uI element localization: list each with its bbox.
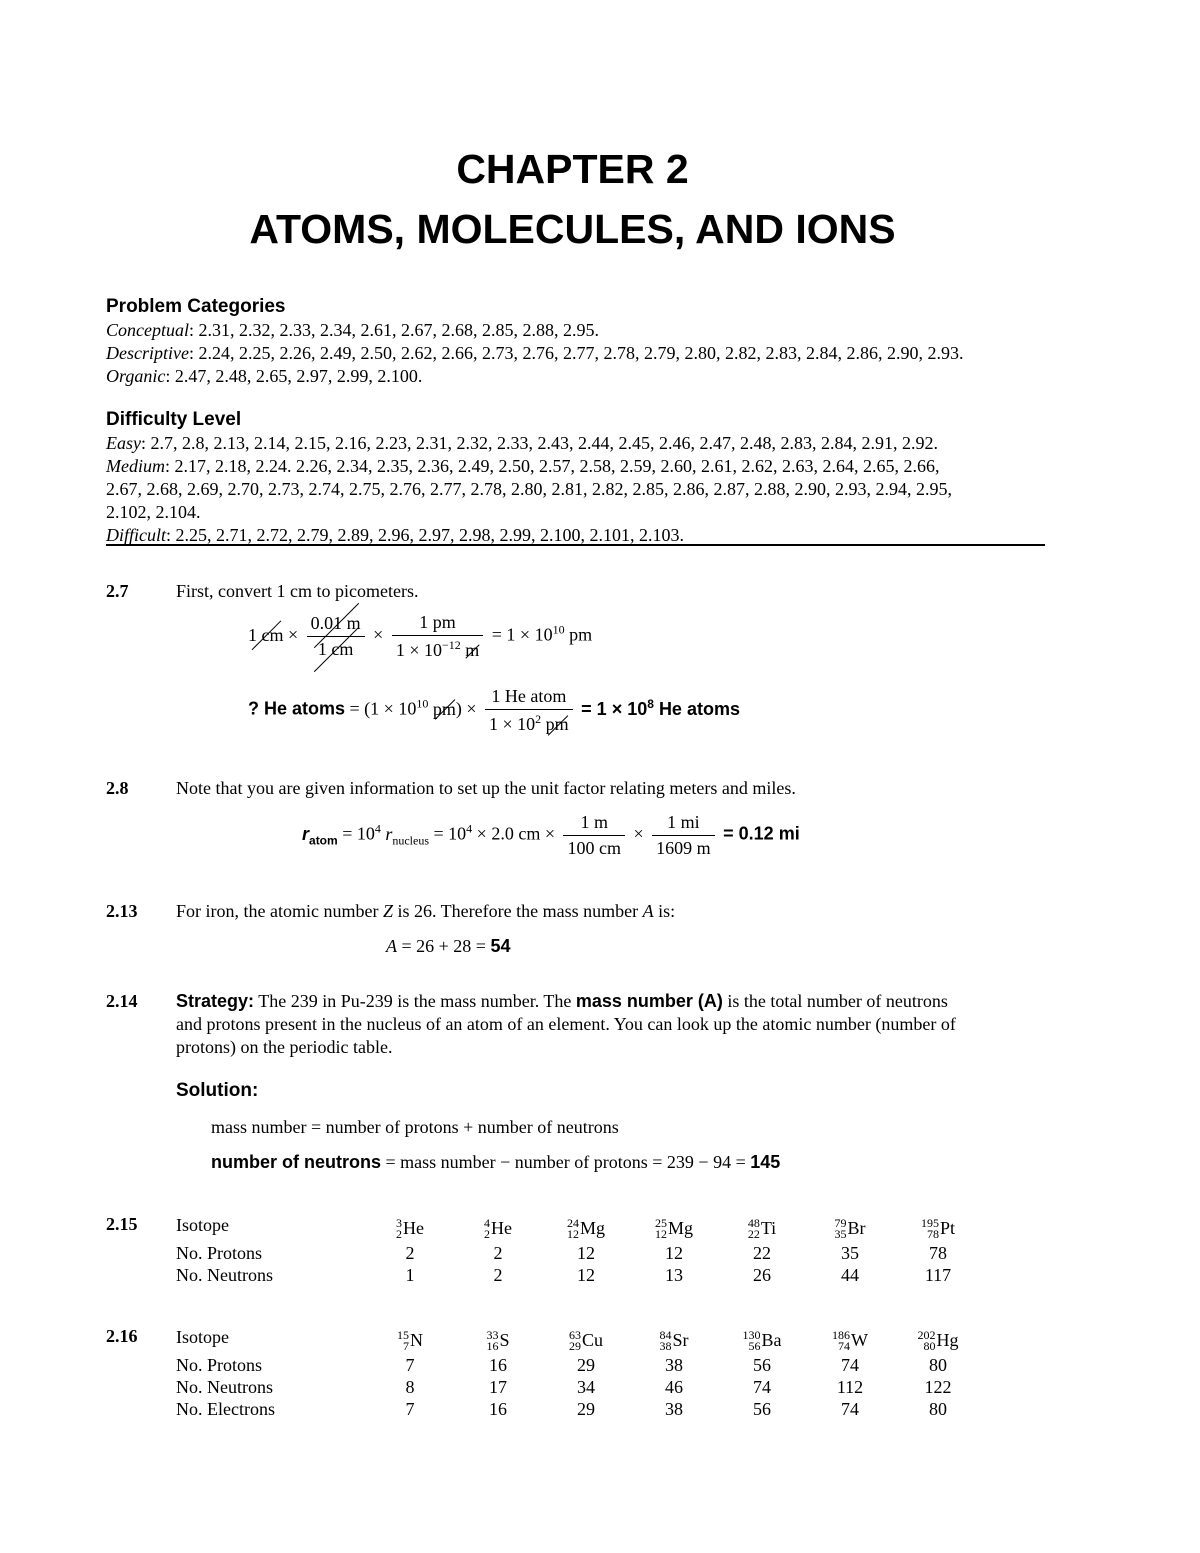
mass-number: 25 (654, 1215, 667, 1230)
descriptive-list: : 2.24, 2.25, 2.26, 2.49, 2.50, 2.62, 2.66, 2.73, 2.76, 2.77, 2.78, 2.79, 2.80, 2.82, 2.83, 2.84, 2.86, 2.90, 2.93. (188, 343, 964, 363)
element-symbol: N (410, 1330, 423, 1350)
equation-mass-number (386, 936, 511, 957)
isotope-cell (806, 1320, 894, 1354)
conceptual-list: : 2.31, 2.32, 2.33, 2.34, 2.61, 2.67, 2.68, 2.85, 2.88, 2.95. (189, 320, 600, 340)
neutrons-equation: number of neutrons = mass number − number of protons = 239 − 94 = 145 (211, 1152, 781, 1172)
neutrons-cell: 44 (841, 1264, 859, 1285)
isotope-cell (718, 1208, 806, 1242)
eq1-f2-den-exp: −12 (441, 638, 461, 652)
organic-line (106, 366, 422, 387)
strategy-label: Strategy: (176, 991, 255, 1011)
isotope-cell (894, 1320, 982, 1354)
electrons-row (176, 1398, 982, 1420)
difficult-line (106, 525, 684, 546)
protons-row (176, 1354, 982, 1376)
eq-exp-1: 4 (374, 821, 381, 836)
p28-fraction-1 (563, 812, 625, 859)
element-symbol: Mg (667, 1218, 693, 1238)
isotope-row (176, 1320, 982, 1354)
mass-number: 202 (917, 1327, 936, 1342)
problem-2-14-line-1: Strategy: The 239 in Pu-239 is the mass number. The mass number (A) is the total number of neutrons (176, 991, 948, 1011)
neutrons-cell: 46 (665, 1376, 683, 1397)
protons-cell: 12 (577, 1242, 595, 1263)
element-symbol: Br (847, 1218, 866, 1238)
a-symbol: A (642, 901, 654, 921)
isotope-cell (806, 1208, 894, 1242)
r-atom: r (302, 823, 310, 844)
solution-label: Solution: (176, 1080, 259, 1101)
p28-answer: = 0.12 mi (723, 823, 800, 844)
protons-cell: 38 (665, 1354, 683, 1375)
atomic-number: 38 (659, 1338, 672, 1353)
difficult-label: Difficult (106, 525, 166, 545)
chapter-title: ATOMS, MOLECULES, AND IONS (249, 206, 896, 252)
protons-cell: 80 (929, 1354, 947, 1375)
eq1-lhs: 1 cm (248, 624, 284, 645)
element-symbol: Ti (760, 1218, 777, 1238)
conceptual-label: Conceptual (106, 320, 189, 340)
element-symbol: Mg (579, 1218, 605, 1238)
conceptual-line (106, 320, 599, 341)
neutrons-row (176, 1376, 982, 1398)
mass-number: 195 (920, 1215, 939, 1230)
electrons-cell: 29 (577, 1398, 595, 1419)
medium-list-1: : 2.17, 2.18, 2.24. 2.26, 2.34, 2.35, 2.36, 2.49, 2.50, 2.57, 2.58, 2.59, 2.60, 2.61, 2.62, 2.63, 2.64, 2.65, 2.66, (164, 456, 940, 476)
easy-line (106, 433, 938, 454)
problem-2-14-line-3: protons) on the periodic table. (176, 1037, 393, 1057)
neutrons-cell: 1 (405, 1264, 415, 1285)
electrons-cell: 16 (489, 1398, 507, 1419)
descriptive-line (106, 343, 963, 364)
eq2-f-den: 1 × 10 (489, 714, 536, 734)
protons-cell: 16 (489, 1354, 507, 1375)
atomic-number: 2 (396, 1226, 402, 1241)
eq2-f-den-unit: pm (545, 714, 569, 734)
element-symbol: Hg (936, 1330, 959, 1350)
p28-f1-num: 1 m (563, 812, 625, 836)
r-nucleus: r (385, 823, 393, 844)
row-label: Isotope (176, 1214, 229, 1235)
problem-number-2-7: 2.7 (106, 581, 129, 601)
eq1-fraction-2 (392, 612, 483, 661)
protons-cell: 35 (841, 1242, 859, 1263)
problem-number-2-13: 2.13 (106, 901, 138, 921)
mass-number-equation: mass number = number of protons + number of neutrons (211, 1117, 619, 1137)
protons-cell: 12 (665, 1242, 683, 1263)
row-label: No. Protons (176, 1354, 263, 1375)
atomic-number: 12 (566, 1226, 579, 1241)
eq1-f1-num: 0.01 m (307, 613, 365, 637)
r-nucleus-sub: nucleus (392, 833, 430, 848)
easy-list: : 2.7, 2.8, 2.13, 2.14, 2.15, 2.16, 2.23, 2.31, 2.32, 2.33, 2.43, 2.44, 2.45, 2.46, 2.47, 2.48, 2.83, 2.84, 2.91, 2.92. (141, 433, 939, 453)
eq-a: A (386, 936, 397, 956)
eq-exp-2: 4 (466, 821, 473, 836)
eq2-f-den-exp: 2 (535, 712, 542, 726)
difficult-list: : 2.25, 2.71, 2.72, 2.79, 2.89, 2.96, 2.97, 2.98, 2.99, 2.100, 2.101, 2.103. (166, 525, 685, 545)
medium-label: Medium (106, 456, 165, 476)
neutrons-cell: 17 (489, 1376, 507, 1397)
atomic-number: 56 (748, 1338, 761, 1353)
eq1-f2-den-unit: m (465, 640, 480, 660)
neutrons-cell: 34 (577, 1376, 595, 1397)
element-symbol: Ba (761, 1330, 782, 1350)
problem-2-8-text: Note that you are given information to set up the unit factor relating meters and miles. (176, 778, 796, 798)
p213-answer: 54 (490, 936, 511, 956)
eq2-mid-exp: 10 (416, 696, 429, 711)
protons-cell: 2 (493, 1242, 503, 1263)
row-label: Isotope (176, 1326, 229, 1347)
organic-list: : 2.47, 2.48, 2.65, 2.97, 2.99, 2.100. (165, 366, 423, 386)
protons-cell: 22 (753, 1242, 771, 1263)
row-label: No. Neutrons (176, 1264, 273, 1285)
protons-cell: 2 (405, 1242, 415, 1263)
eq1-f2-num: 1 pm (392, 612, 483, 636)
eq2-fraction (485, 686, 573, 735)
r-atom-sub: atom (309, 833, 338, 848)
mass-number: 186 (832, 1327, 850, 1342)
eq1-f1-den: 1 cm (307, 637, 365, 660)
protons-cell: 29 (577, 1354, 595, 1375)
problem-2-7-text: First, convert 1 cm to picometers. (176, 581, 419, 601)
isotope-table-2-15 (176, 1208, 982, 1286)
atomic-number: 22 (747, 1226, 760, 1241)
atomic-number: 16 (486, 1338, 499, 1353)
isotope-cell (542, 1320, 630, 1354)
neutrons-cell: 8 (405, 1376, 415, 1397)
neutrons-cell: 13 (665, 1264, 683, 1285)
protons-row (176, 1242, 982, 1264)
eq1-rhs: = 1 × 10 (491, 624, 553, 645)
electrons-cell: 80 (929, 1398, 947, 1419)
isotope-cell (454, 1208, 542, 1242)
problem-categories-heading: Problem Categories (106, 296, 286, 317)
element-symbol: He (491, 1218, 512, 1238)
eq1-fraction-1 (307, 613, 365, 660)
problem-2-13-text: For iron, the atomic number Z is 26. Therefore the mass number A is: (176, 901, 676, 921)
eq1-f2-den: 1 × 10 (395, 640, 442, 660)
row-label: No. Electrons (176, 1398, 275, 1419)
element-symbol: S (499, 1330, 510, 1350)
atomic-number: 74 (838, 1338, 850, 1353)
protons-cell: 56 (753, 1354, 771, 1375)
neutrons-cell: 122 (924, 1376, 952, 1397)
eq2-answer: = $1 \times 10^8$ He atoms (581, 696, 740, 719)
eq1-rhs-unit: pm (569, 624, 593, 645)
eq2-lhs: ? He atoms (248, 698, 346, 719)
p28-f2-den: 1609 m (656, 838, 711, 858)
mass-number-term: mass number (A) (575, 991, 723, 1011)
mass-number: 63 (568, 1327, 581, 1342)
element-symbol: Pt (939, 1218, 955, 1238)
mass-number: 33 (486, 1327, 499, 1342)
eq-val: × 2.0 cm × (476, 823, 555, 844)
problem-number-2-16: 2.16 (106, 1326, 138, 1346)
descriptive-label: Descriptive (106, 343, 189, 363)
element-symbol: Cu (581, 1330, 603, 1350)
atomic-number: 2 (484, 1226, 490, 1241)
neutrons-cell: 74 (753, 1376, 771, 1397)
equation-cm-to-pm: 1 cm × $\frac{0.01 m}{1 cm}$ × $\frac{1 pm}{1 \times 10^{-12} m}$ = $1 \times 10^{10}$ pm (248, 612, 593, 660)
eq-mid-2: = 10 (433, 823, 467, 844)
protons-cell: 74 (841, 1354, 859, 1375)
neutrons-cell: 12 (577, 1264, 595, 1285)
element-symbol: Sr (672, 1330, 689, 1350)
chapter-number: CHAPTER 2 (456, 146, 689, 192)
eq-mid-1: = 10 (342, 823, 375, 844)
atomic-number: 7 (403, 1338, 409, 1353)
eq2-mid-unit: pm (432, 698, 456, 719)
isotope-cell (454, 1320, 542, 1354)
neutrons-row (176, 1264, 982, 1286)
p28-f2-num: 1 mi (652, 812, 715, 836)
neutrons-cell: 112 (836, 1376, 864, 1397)
neutrons-cell: 117 (924, 1264, 952, 1285)
atomic-number: 80 (923, 1338, 936, 1353)
p28-fraction-2 (652, 812, 715, 859)
electrons-cell: 7 (405, 1398, 415, 1419)
isotope-cell (366, 1208, 454, 1242)
difficulty-level-heading: Difficulty Level (106, 409, 242, 430)
medium-line-2: 2.67, 2.68, 2.69, 2.70, 2.73, 2.74, 2.75, 2.76, 2.77, 2.78, 2.80, 2.81, 2.82, 2.85, 2.86, 2.87, 2.88, 2.90, 2.93, 2.94, 2.95, (106, 479, 952, 499)
row-label: No. Neutrons (176, 1376, 273, 1397)
atomic-number: 78 (926, 1226, 939, 1241)
eq2-mid: = (1 × 10 (349, 698, 417, 719)
mass-number: 15 (397, 1327, 409, 1342)
electrons-cell: 38 (665, 1398, 683, 1419)
isotope-cell (366, 1320, 454, 1354)
problem-number-2-8: 2.8 (106, 778, 129, 798)
atomic-number: 29 (568, 1338, 581, 1353)
isotope-cell (718, 1320, 806, 1354)
atomic-number: 35 (834, 1226, 847, 1241)
isotope-cell (542, 1208, 630, 1242)
eq1-rhs-exp: 10 (552, 622, 565, 637)
mass-number: 24 (566, 1215, 579, 1230)
problem-number-2-14: 2.14 (106, 991, 138, 1011)
row-label: No. Protons (176, 1242, 263, 1263)
mass-number: 4 (484, 1215, 490, 1230)
problem-2-14-line-2: and protons present in the nucleus of an atom of an element. You can look up the atomic number (number of (176, 1014, 956, 1034)
p214-answer: 145 (750, 1152, 781, 1172)
equation-atom-radius: $r_{atom} = 10^4$ $r_{nucleus} = 10^4 \times 2.0$ cm × $\frac{1 m}{100 cm}$ × $\frac{1 mi}{1609 m}$ = 0.12 mi (302, 812, 800, 858)
mass-number: 48 (747, 1215, 760, 1230)
organic-label: Organic (106, 366, 166, 386)
electrons-cell: 74 (841, 1398, 859, 1419)
easy-label: Easy (106, 433, 141, 453)
mass-number: 3 (396, 1215, 402, 1230)
protons-cell: 78 (929, 1242, 947, 1263)
element-symbol: W (851, 1330, 868, 1350)
electrons-cell: 56 (753, 1398, 771, 1419)
protons-cell: 7 (405, 1354, 415, 1375)
isotope-cell (630, 1208, 718, 1242)
element-symbol: He (403, 1218, 424, 1238)
mass-number: 79 (834, 1215, 847, 1230)
problem-number-2-15: 2.15 (106, 1214, 138, 1234)
neutrons-cell: 26 (753, 1264, 771, 1285)
eq2-f-num: 1 He atom (485, 686, 573, 710)
isotope-cell (630, 1320, 718, 1354)
p28-f1-den: 100 cm (567, 838, 621, 858)
medium-line-3: 2.102, 2.104. (106, 502, 201, 522)
isotope-cell (894, 1208, 982, 1242)
isotope-row (176, 1208, 982, 1242)
isotope-table-2-16 (176, 1320, 982, 1420)
atomic-number: 12 (654, 1226, 667, 1241)
eq-sum: = 26 + 28 = (401, 936, 486, 956)
mass-number: 84 (659, 1327, 672, 1342)
equation-he-atoms: ? He atoms = ($1 \times 10^{10}$ pm) × $\frac{\text{1 He atom}}{1 \times 10^2 pm}$ = $1 \times 10^8$ He atoms (248, 686, 740, 734)
medium-line-1 (106, 456, 940, 477)
mass-number: 130 (742, 1327, 761, 1342)
section-divider (106, 544, 1045, 546)
z-symbol: Z (382, 901, 393, 921)
neutrons-cell: 2 (493, 1264, 503, 1285)
